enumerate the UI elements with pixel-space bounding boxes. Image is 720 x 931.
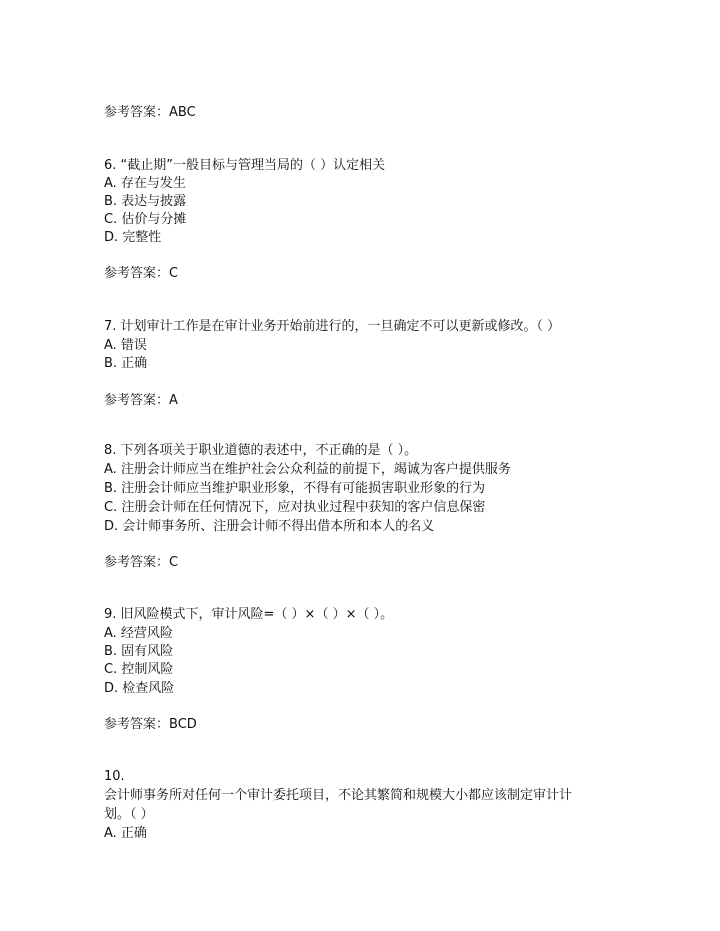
question-9-stem: 9. 旧风险模式下，审计风险=（ ）×（ ）×（ ）。: [104, 607, 394, 622]
question-9-option-c: C. 控制风险: [104, 662, 174, 677]
question-10-number: 10.: [104, 769, 125, 784]
question-8-option-b: B. 注册会计师应当维护职业形象，不得有可能损害职业形象的行为: [104, 481, 486, 496]
answer-top: 参考答案：ABC: [104, 105, 196, 120]
question-6-stem: 6. “截止期”一般目标与管理当局的（ ）认定相关: [104, 158, 386, 173]
question-8-option-d: D. 会计师事务所、注册会计师不得出借本所和本人的名义: [104, 519, 435, 534]
question-9-option-d: D. 检查风险: [104, 681, 175, 696]
question-9-option-b: B. 固有风险: [104, 644, 174, 659]
question-9-answer: 参考答案：BCD: [104, 717, 197, 732]
question-8-answer: 参考答案：C: [104, 555, 179, 570]
question-7-option-a: A. 错误: [104, 338, 147, 353]
question-6-option-c: C. 估价与分摊: [104, 212, 187, 227]
question-10-stem-line-1: 会计师事务所对任何一个审计委托项目，不论其繁简和规模大小都应该制定审计计: [104, 788, 573, 803]
question-9-option-a: A. 经营风险: [104, 626, 173, 641]
question-8-stem: 8. 下列各项关于职业道德的表述中，不正确的是（ ）。: [104, 443, 418, 458]
question-7-stem: 7. 计划审计工作是在审计业务开始前进行的，一旦确定不可以更新或修改。（ ）: [104, 319, 561, 334]
question-8-option-c: C. 注册会计师在任何情况下，应对执业过程中获知的客户信息保密: [104, 500, 486, 515]
question-10-option-a: A. 正确: [104, 826, 147, 841]
question-8-option-a: A. 注册会计师应当在维护社会公众利益的前提下，竭诚为客户提供服务: [104, 462, 511, 477]
question-6-option-b: B. 表达与披露: [104, 194, 187, 209]
question-6-option-a: A. 存在与发生: [104, 176, 186, 191]
question-6-answer: 参考答案：C: [104, 266, 179, 281]
question-10-stem-line-2: 划。（ ）: [104, 807, 154, 822]
question-6-option-d: D. 完整性: [104, 230, 162, 245]
question-7-option-b: B. 正确: [104, 356, 148, 371]
question-7-answer: 参考答案：A: [104, 393, 178, 408]
